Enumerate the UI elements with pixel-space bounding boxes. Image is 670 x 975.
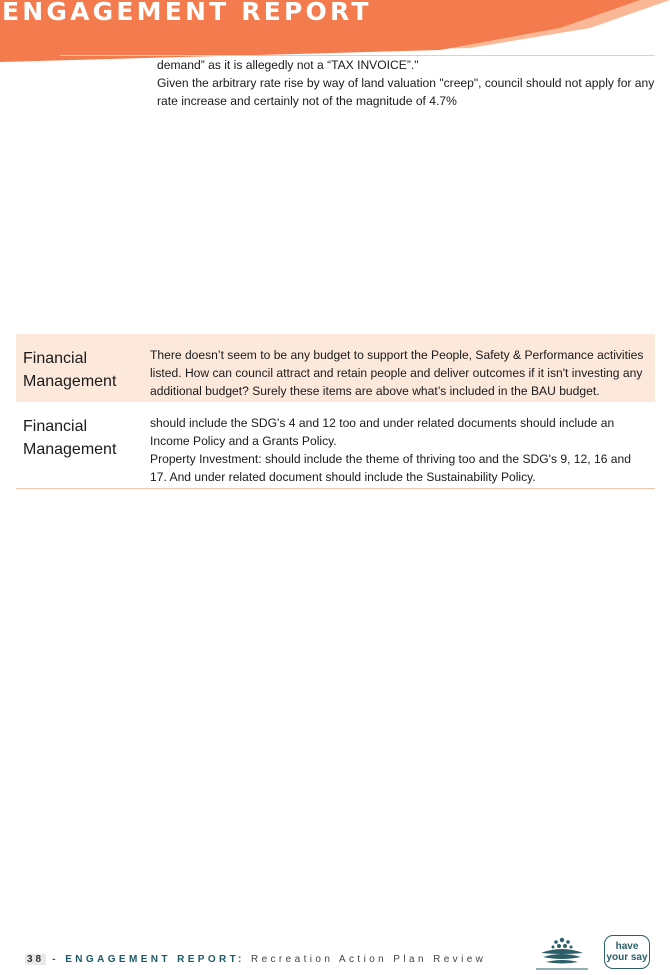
continued-line-2: Given the arbitrary rate rise by way of land valuation "creep", council should not apply for any rate increase and certainly not of the magnitude of 4.7%	[157, 76, 655, 108]
page-title: ENGAGEMENT REPORT	[2, 0, 372, 26]
comment-cell	[146, 402, 655, 488]
comment-text: There doesn’t seem to be any budget to support the People, Safety & Performance activities listed. How can council attract and retain people and deliver outcomes if it isn't investing any additional budget? Surely these items are above what’s included in the BAU budget.	[150, 348, 644, 398]
page-footer	[25, 953, 486, 967]
page-number: 38	[27, 954, 45, 965]
theme-cell: Financial Management	[23, 350, 117, 390]
comment-text: Property Investment: should include the theme of thriving too and the SDG's 9, 12, 16 and 17. And under related document should include the Sustainability Policy.	[150, 452, 631, 484]
hys-line-2: your say	[606, 952, 648, 963]
continued-line-1: demand” as it is allegedly not a “TAX INVOICE”."	[157, 58, 419, 72]
theme-cell: Financial Management	[23, 418, 117, 458]
table-row	[16, 334, 655, 402]
council-logo-icon	[532, 935, 592, 970]
footer-separator: -	[46, 954, 66, 965]
comment-cell	[146, 334, 655, 402]
continued-comment	[157, 56, 657, 110]
table-row	[16, 402, 655, 489]
footer-report-label: ENGAGEMENT REPORT:	[65, 954, 245, 965]
have-your-say-logo	[604, 935, 650, 969]
footer-doc-title: Recreation Action Plan Review	[244, 954, 487, 965]
comments-table	[16, 334, 655, 489]
hys-line-1: have	[615, 941, 639, 952]
council-logo	[532, 935, 592, 970]
comment-text: should include the SDG's 4 and 12 too and under related documents should include an Income Policy and a Grants Policy.	[150, 416, 615, 448]
